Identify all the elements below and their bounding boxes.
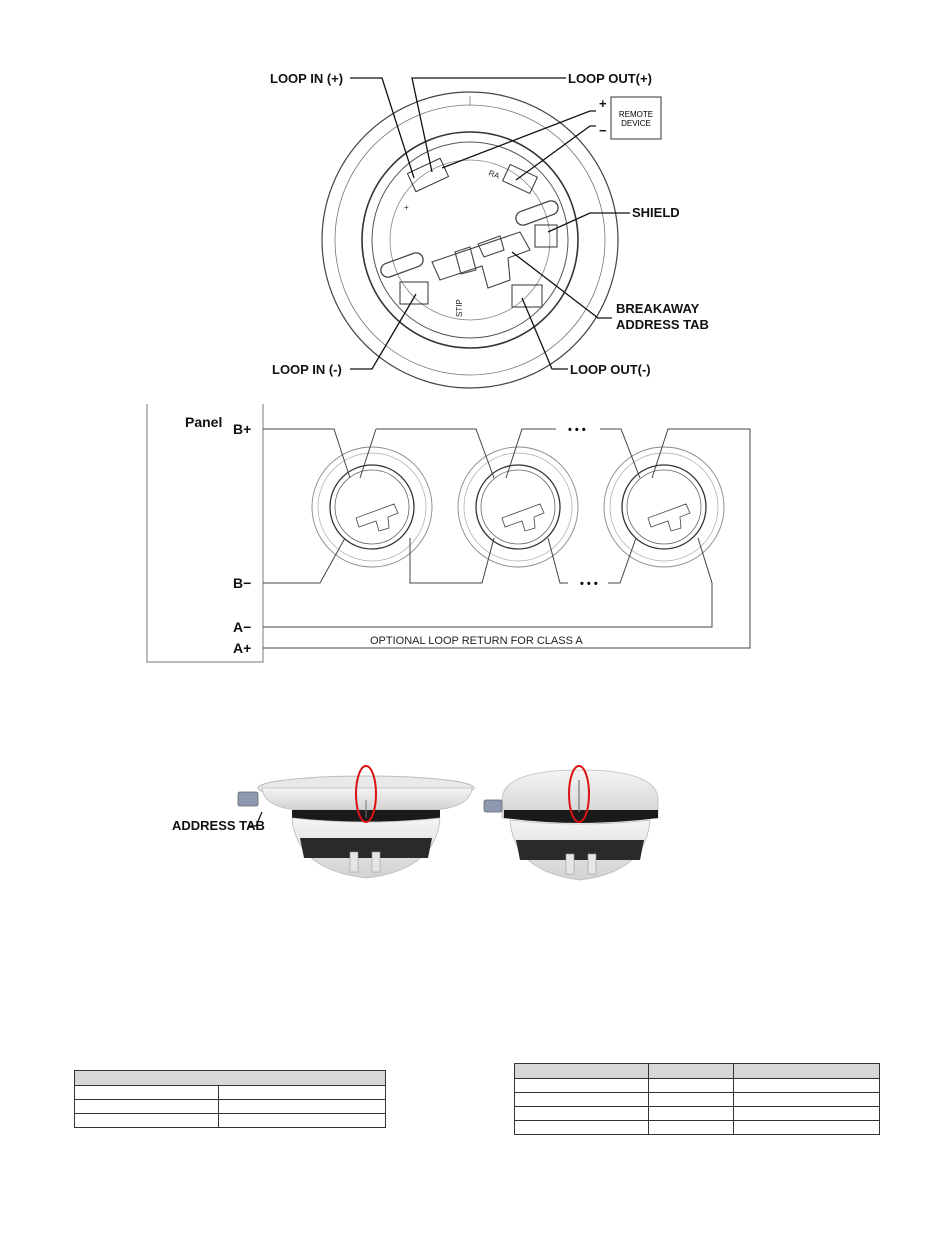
label-breakaway-1: BREAKAWAY — [616, 301, 700, 316]
label-breakaway-2: ADDRESS TAB — [616, 317, 709, 332]
outer-ring — [322, 92, 618, 388]
detector-2 — [458, 447, 578, 567]
panel-label: Panel — [185, 414, 223, 430]
table-row — [515, 1121, 880, 1135]
ellipsis-bottom: • • • — [580, 578, 598, 590]
breakaway-tab-shape — [432, 232, 530, 288]
base-center — [390, 160, 550, 320]
label-b-minus: B− — [233, 575, 252, 591]
svg-text:+: + — [404, 203, 409, 212]
svg-text:RA: RA — [487, 168, 501, 181]
table-row — [515, 1107, 880, 1121]
label-loop-in-neg: LOOP IN (-) — [272, 362, 342, 377]
table-row — [75, 1086, 386, 1100]
table-right — [514, 1063, 880, 1135]
label-loop-in-pos: LOOP IN (+) — [270, 71, 344, 86]
label-loop-out-pos: LOOP OUT(+) — [568, 71, 652, 86]
label-a-minus: A− — [233, 619, 252, 635]
slot-left — [379, 251, 425, 279]
outer-ring-inner — [335, 105, 605, 375]
detector-3 — [604, 447, 724, 567]
remote-device-label-1: REMOTE — [618, 110, 654, 119]
svg-text:STIP: STIP — [455, 299, 464, 317]
label-shield: SHIELD — [632, 205, 680, 220]
table-right-header — [515, 1064, 880, 1079]
base-ring — [362, 132, 578, 348]
table-row — [515, 1093, 880, 1107]
loop-wires — [263, 429, 750, 648]
base-wiring-diagram — [0, 0, 950, 400]
table-row — [515, 1079, 880, 1093]
address-tab-label: ADDRESS TAB — [172, 818, 265, 833]
ellipsis-top: • • • — [568, 424, 586, 436]
remote-minus: − — [599, 123, 607, 138]
detector-with-base — [238, 766, 474, 878]
detector-head — [484, 766, 658, 880]
remote-device-label-2: DEVICE — [621, 119, 651, 128]
table-row — [75, 1114, 386, 1128]
base-ring-inner — [372, 142, 568, 338]
panel-wiring-diagram — [0, 400, 950, 670]
remote-plus: + — [599, 96, 607, 111]
table-left — [74, 1070, 386, 1128]
detector-1 — [312, 447, 432, 567]
label-loop-out-neg: LOOP OUT(-) — [570, 362, 651, 377]
optional-loop-label: OPTIONAL LOOP RETURN FOR CLASS A — [370, 635, 583, 647]
table-row — [75, 1100, 386, 1114]
label-b-plus: B+ — [233, 421, 252, 437]
slot-right — [514, 199, 560, 227]
table-left-header — [75, 1071, 386, 1086]
label-a-plus: A+ — [233, 640, 252, 656]
detector-photos — [0, 760, 950, 910]
terminals — [400, 158, 557, 307]
